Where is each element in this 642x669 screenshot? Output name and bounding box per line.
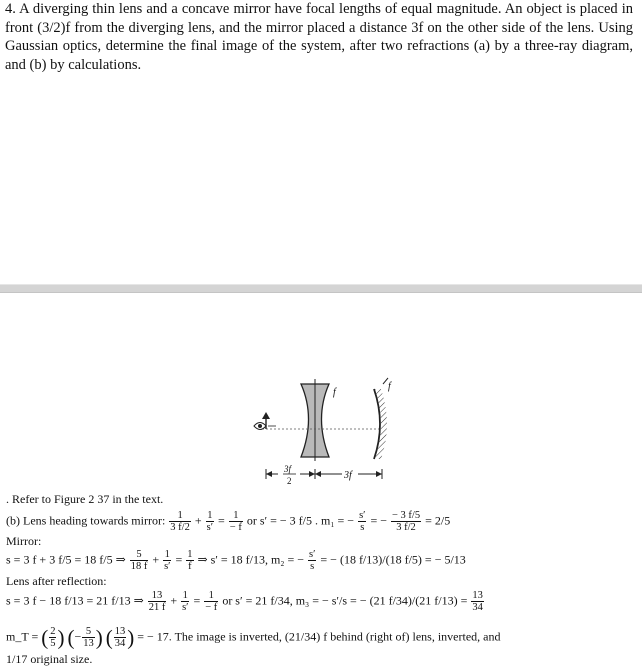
solution-intro: . Refer to Figure 2 37 in the text. (6, 492, 164, 506)
page-divider (0, 284, 642, 293)
dim-object-num: 3f (284, 464, 292, 474)
equation-lens-2: s = 3 f − 18 f/13 = 21 f/13 ⇒ $\frac{13}{21 f}$ + $\frac{1}{s'}$ = $\frac{1}{- f}$ or s′ = 21 f/34, m₃ = − s′/s = − (21 f/34)/(21 f/13) = $\frac{13}{34}$ (6, 590, 483, 613)
partb-label: (b) Lens heading towards mirror: (6, 513, 166, 528)
mirror-focal-label: f (388, 381, 391, 392)
optics-figure (242, 375, 402, 491)
dim-object-den: 2 (287, 476, 292, 486)
equation-lens-1: (b) Lens heading towards mirror: $\frac{1}{3 f/2}$ + $\frac{1}{s'}$ = $\frac{1}{- f}$ or s′ = − 3 f/5 . m₁ = − $\frac{s'}{s}$ = − $\frac{- 3 f/5}{3 f/2}$ = 2/5 (6, 510, 451, 533)
lens-after-label: Lens after reflection: (6, 574, 107, 588)
lens-focal-label: f (333, 387, 336, 398)
equation-total-magnification: m_T = ( $\frac{2}{5}$ ) (− $\frac{5}{13}$ ) ( $\frac{13}{34}$ ) = − 17. The image is inverted, (21/34) f behind (right of) lens, inverted, and (6, 625, 501, 650)
equation-mirror: s = 3 f + 3 f/5 = 18 f/5 ⇒ $\frac{5}{18 f}$ + $\frac{1}{s'}$ = $\frac{1}{f}$ ⇒ s′ = 18 f/13, m₂ = − $\frac{s'}{s}$ = − (18 f/13)/(18 f/5) = − 5/13 (6, 549, 466, 572)
problem-text: 4. A diverging thin lens and a concave mirror have focal lengths of equal magnitude. An object is placed in front (3/2)f from the diverging lens, and the mirror placed a distance 3f on the other side of the lens. Using Gaussian optics, determine the final image of the system, after two refractions (a) by a three-ray diagram, and (b) by calculations. (5, 1, 633, 73)
problem-statement (5, 0, 633, 74)
mirror-label: Mirror: (6, 534, 42, 548)
solution-last-line: 1/17 original size. (6, 652, 93, 666)
dim-mirror-label: 3f (344, 470, 352, 481)
